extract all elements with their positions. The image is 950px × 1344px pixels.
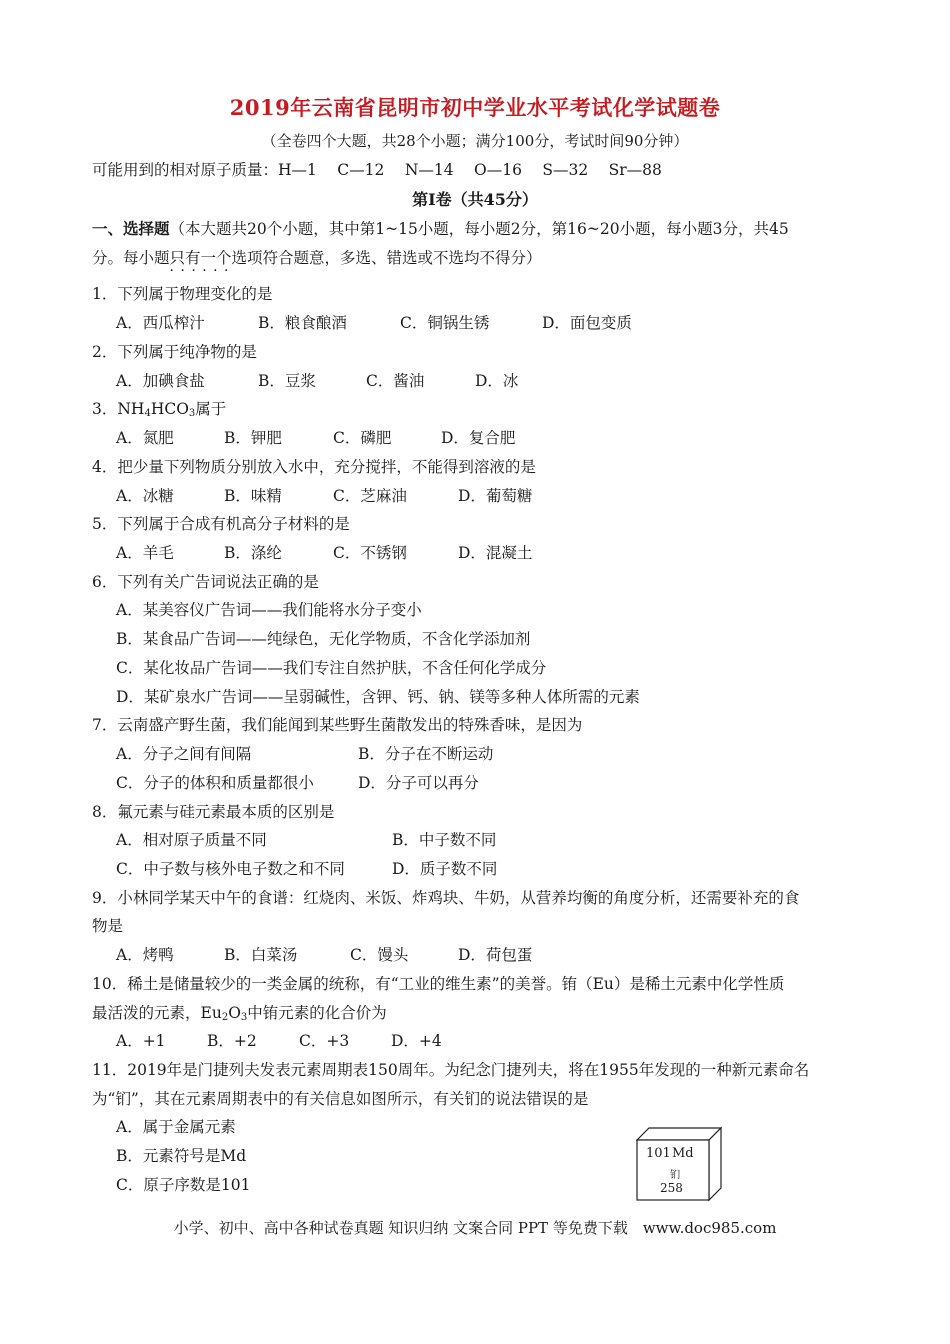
q5-option-c: C．不锈钢 xyxy=(333,544,407,562)
q10-option-a: A．+1 xyxy=(116,1032,166,1050)
q9-option-a: A．烤鸭 xyxy=(116,946,174,964)
element-name: 钔 xyxy=(670,1170,680,1181)
exam-subtitle: （全卷四个大题，共28个小题；满分100分，考试时间90分钟） xyxy=(261,132,689,150)
q3-stem xyxy=(92,397,226,419)
q9-stem-line1: 9．小林同学某天中午的食谱：红烧肉、米饭、炸鸡块、牛奶，从营养均衡的角度分析，还需要补充的食 xyxy=(92,889,800,907)
q2-option-a: A．加碘食盐 xyxy=(116,372,205,390)
q11-option-a: A．属于金属元素 xyxy=(116,1118,236,1136)
page-footer: 小学、初中、高中各种试卷真题 知识归纳 文案合同 PPT 等免费下载 www.doc985.com xyxy=(173,1219,777,1237)
q2-option-c: C．酱油 xyxy=(366,372,425,390)
part1-emphasis: 只有一个选项 · · · xyxy=(170,249,263,267)
q4-option-b: B．味精 xyxy=(224,487,282,505)
part1-intro-text: （本大题共20个小题，其中第1~15小题，每小题2分，第16~20小题，每小题3分，共45 xyxy=(169,220,789,238)
q6-option-a: A．某美容仪广告词——我们能将水分子变小 xyxy=(116,601,422,619)
part1-intro-2a: 分。每小题 xyxy=(92,249,170,267)
q10-stem-line2 xyxy=(92,1001,387,1023)
q3-stem-b: HCO xyxy=(150,400,189,418)
q3-sub1: 4 xyxy=(144,408,151,419)
q4-stem: 4．把少量下列物质分别放入水中，充分搅拌，不能得到溶液的是 xyxy=(92,458,536,476)
q4-option-c: C．芝麻油 xyxy=(333,487,407,505)
q10-stem-line1: 10．稀土是储量较少的一类金属的统称，有“工业的维生素”的美誉。铕（Eu）是稀土元素中化学性质 xyxy=(92,975,785,993)
q5-stem: 5．下列属于合成有机高分子材料的是 xyxy=(92,515,350,533)
q5-option-b: B．涤纶 xyxy=(224,544,282,562)
q1-option-b: B．粮食酿酒 xyxy=(258,314,347,332)
q6-stem: 6．下列有关广告词说法正确的是 xyxy=(92,573,319,591)
q5-option-d: D．混凝土 xyxy=(458,544,533,562)
part1-intro-line2 xyxy=(92,246,542,268)
q6-option-c: C．某化妆品广告词——我们专注自然护肤，不含任何化学成分 xyxy=(116,659,547,677)
element-atomic-mass: 258 xyxy=(660,1181,683,1195)
q9-stem-line2: 物是 xyxy=(92,917,124,935)
q11-stem-line1: 11．2019年是门捷列夫发表元素周期表150周年。为纪念门捷列夫，将在1955年发现的一种新元素命名 xyxy=(92,1061,810,1079)
q9-option-d: D．荷包蛋 xyxy=(458,946,533,964)
q1-option-d: D．面包变质 xyxy=(542,314,632,332)
q11-option-c: C．原子序数是101 xyxy=(116,1176,251,1194)
section-title: 第Ⅰ卷（共45分） xyxy=(412,190,538,209)
atomic-masses: 可能用到的相对原子质量：H—1 C—12 N—14 O—16 S—32 Sr—88 xyxy=(92,161,662,179)
q10-stem-2b: O xyxy=(228,1004,241,1022)
q10-stem-2a: 最活泼的元素，Eu xyxy=(92,1004,222,1022)
element-symbol: Md xyxy=(672,1146,694,1161)
q1-option-c: C．铜锅生锈 xyxy=(400,314,490,332)
q3-stem-c: 属于 xyxy=(195,400,227,418)
q9-option-b: B．白菜汤 xyxy=(224,946,298,964)
q7-option-b: B．分子在不断运动 xyxy=(358,745,494,763)
q7-option-c: C．分子的体积和质量都很小 xyxy=(116,774,314,792)
q10-option-b: B．+2 xyxy=(207,1032,257,1050)
q9-option-c: C．馒头 xyxy=(350,946,409,964)
q10-option-d: D．+4 xyxy=(391,1032,442,1050)
q4-option-a: A．冰糖 xyxy=(116,487,174,505)
q7-option-d: D．分子可以再分 xyxy=(358,774,479,792)
q6-option-d: D．某矿泉水广告词——呈弱碱性，含钾、钙、钠、镁等多种人体所需的元素 xyxy=(116,688,640,706)
part1-heading: 一、选择题 xyxy=(92,219,170,238)
q5-option-a: A．羊毛 xyxy=(116,544,174,562)
q3-option-c: C．磷肥 xyxy=(333,429,392,447)
q1-option-a: A．西瓜榨汁 xyxy=(116,314,205,332)
q2-stem: 2．下列属于纯净物的是 xyxy=(92,343,257,361)
q11-stem-line2: 为“钔”，其在元素周期表中的有关信息如图所示，有关钔的说法错误的是 xyxy=(92,1090,589,1108)
q3-stem-a: 3．NH xyxy=(92,400,145,418)
part1-intro-2c: 符合题意，多选、错选或不选均不得分） xyxy=(262,249,542,267)
q10-sub1: 2 xyxy=(221,1012,229,1023)
q1-stem: 1．下列属于物理变化的是 xyxy=(92,285,273,303)
q8-option-d: D．质子数不同 xyxy=(392,860,498,878)
part1-intro-line1 xyxy=(92,217,789,239)
q4-option-d: D．葡萄糖 xyxy=(458,487,533,505)
element-cell-figure xyxy=(636,1126,722,1202)
q3-option-a: A．氮肥 xyxy=(116,429,174,447)
q3-option-d: D．复合肥 xyxy=(441,429,516,447)
q2-option-b: B．豆浆 xyxy=(258,372,316,390)
exam-title: 2019年云南省昆明市初中学业水平考试化学试题卷 xyxy=(229,95,721,120)
q8-option-a: A．相对原子质量不同 xyxy=(116,831,267,849)
q7-option-a: A．分子之间有间隔 xyxy=(116,745,252,763)
q10-sub2: 3 xyxy=(240,1012,248,1023)
q10-option-c: C．+3 xyxy=(299,1032,350,1050)
q7-stem: 7．云南盛产野生菌，我们能闻到某些野生菌散发出的特殊香味，是因为 xyxy=(92,716,583,734)
q11-option-b: B．元素符号是Md xyxy=(116,1147,247,1165)
q3-sub2: 3 xyxy=(188,408,196,419)
q8-option-c: C．中子数与核外电子数之和不同 xyxy=(116,860,345,878)
q2-option-d: D．冰 xyxy=(475,372,519,390)
q6-option-b: B．某食品广告词——纯绿色，无化学物质，不含化学添加剂 xyxy=(116,630,531,648)
q8-stem: 8．氟元素与硅元素最本质的区别是 xyxy=(92,803,335,821)
q10-stem-2c: 中铕元素的化合价为 xyxy=(247,1004,387,1022)
element-atomic-number: 101 xyxy=(646,1146,671,1161)
q3-option-b: B．钾肥 xyxy=(224,429,282,447)
q8-option-b: B．中子数不同 xyxy=(392,831,497,849)
